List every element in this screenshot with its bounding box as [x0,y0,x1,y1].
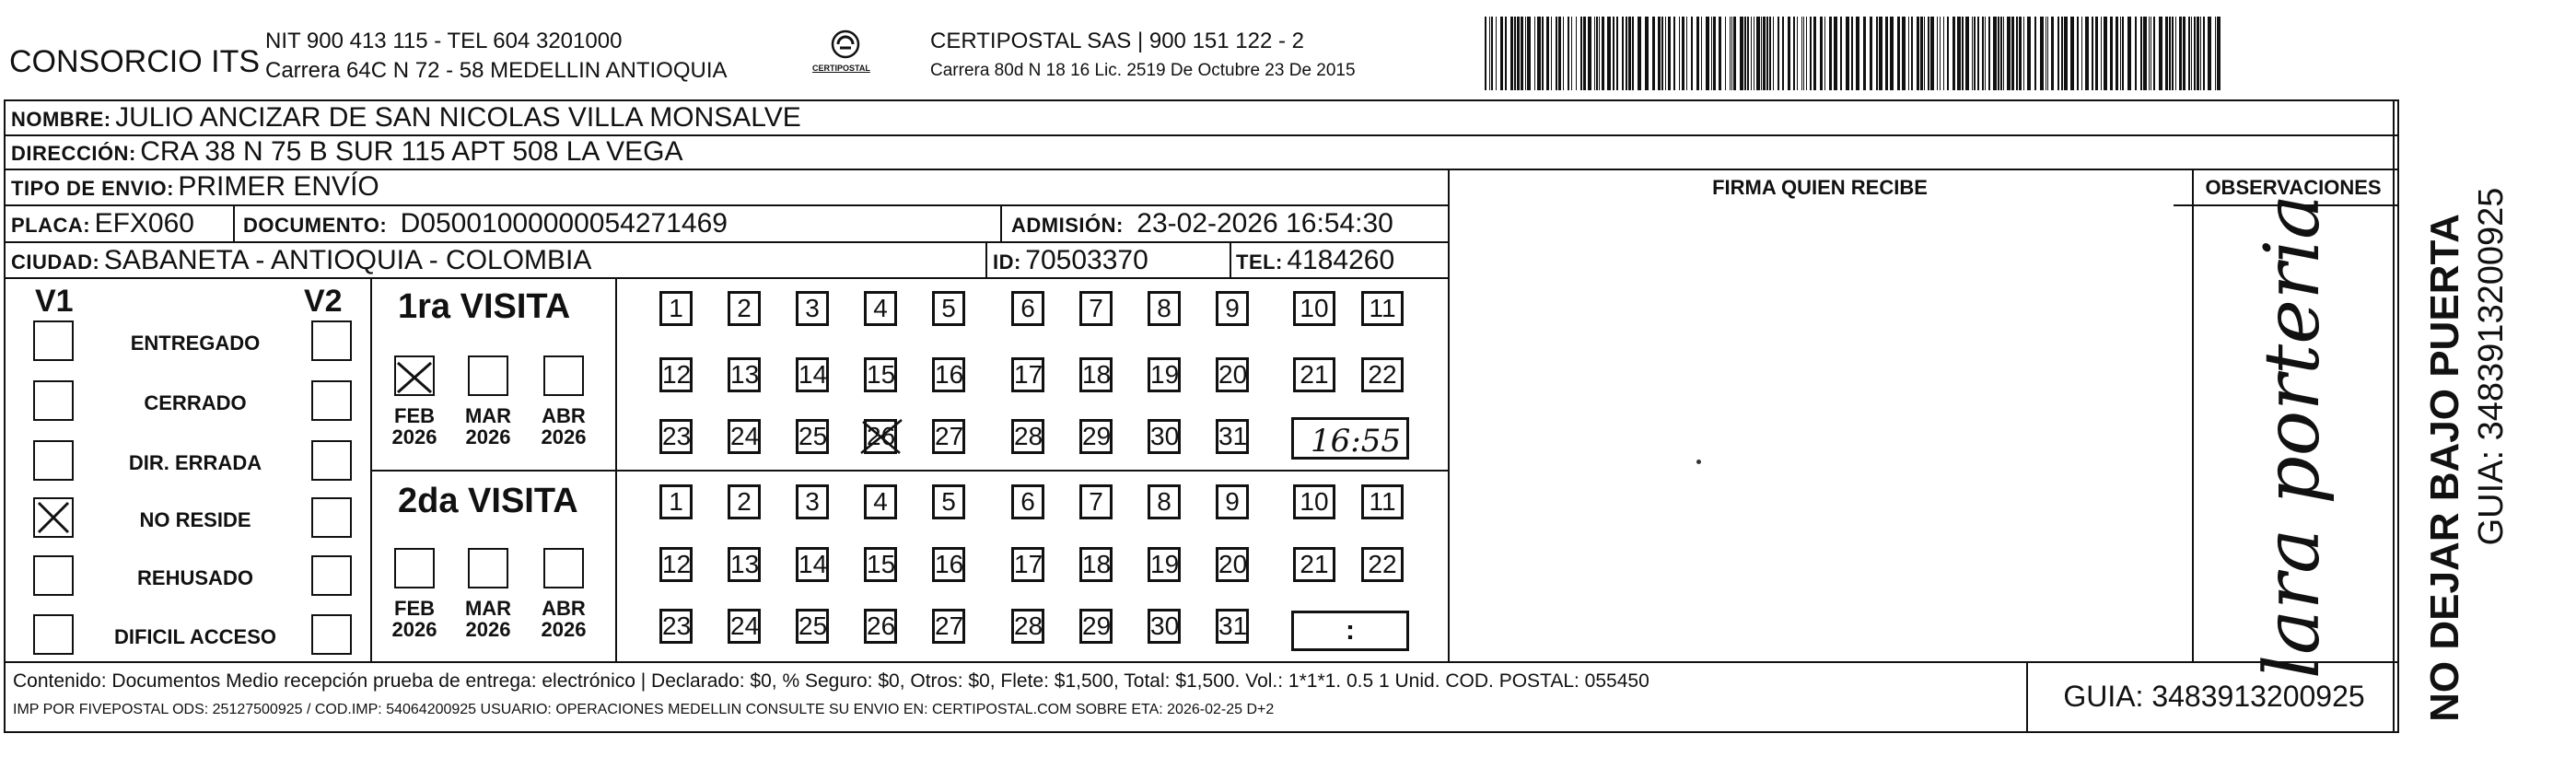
admision-field [1011,210,1393,238]
day-number: 16 [935,550,964,578]
day-number: 12 [662,550,692,578]
second-visit-day-20[interactable] [1216,547,1249,582]
v2-checkbox-2[interactable] [311,440,352,481]
observaciones-area [2194,193,2393,680]
signature-area [1450,206,2192,661]
first-visit-day-13[interactable] [728,357,761,392]
day-number: 26 [867,422,896,450]
day-number: 12 [662,360,692,389]
day-number: 3 [805,294,820,322]
second-visit-day-18[interactable] [1079,547,1113,582]
v1-checkbox-1[interactable] [33,380,74,421]
month-year: 2026 [541,618,587,642]
second-visit-day-21[interactable] [1293,547,1335,582]
second-visit-time-placeholder: : [1346,615,1355,646]
first-visit-day-8[interactable] [1148,291,1181,326]
day-number: 25 [798,611,828,640]
first-visit-day-1[interactable] [659,291,693,326]
day-number: 2 [737,487,752,516]
month-name: ABR [542,597,586,620]
v1-checkbox-3[interactable] [33,497,74,538]
day-number: 31 [1218,422,1248,450]
second-visit-day-1[interactable] [659,484,693,519]
footer-line2: IMP POR FIVEPOSTAL ODS: 25127500925 / COD.IMP: 54064200925 USUARIO: OPERACIONES MEDELLIN CONSULTE SU ENVIO EN: CERTIPOSTAL.COM SOBRE ETA: 2026-02-25 D+2 [13,702,1275,717]
second-visit-day-30[interactable] [1148,609,1181,644]
day-number: 17 [1014,550,1043,578]
certipostal-logo-icon [809,28,882,83]
first-visit-month-label [531,405,596,448]
first-visit-time-box[interactable] [1291,417,1409,460]
day-number: 9 [1225,294,1240,322]
second-visit-month-label [531,598,596,640]
second-visit-day-31[interactable] [1216,609,1249,644]
second-visit-day-17[interactable] [1011,547,1044,582]
day-number: 10 [1300,487,1329,516]
nombre-label: NOMBRE: [11,108,111,131]
day-number: 28 [1014,422,1043,450]
first-visit-day-7[interactable] [1079,291,1113,326]
second-visit-day-8[interactable] [1148,484,1181,519]
first-visit-day-22[interactable] [1361,357,1404,392]
day-number: 4 [873,487,888,516]
second-visit-day-12[interactable] [659,547,693,582]
tipo-envio-label: TIPO DE ENVIO: [11,177,174,200]
first-visit-day-23[interactable] [659,419,693,454]
first-visit-day-29[interactable] [1079,419,1113,454]
second-visit-day-25[interactable] [796,609,829,644]
second-visit-day-2[interactable] [728,484,761,519]
admision-value: 23-02-2026 16:54:30 [1136,208,1393,239]
first-visit-day-11[interactable] [1361,291,1404,326]
first-visit-day-3[interactable] [796,291,829,326]
day-number: 10 [1300,294,1329,322]
nit-line: NIT 900 413 115 - TEL 604 3201000 [265,29,623,53]
day-number: 14 [798,550,828,578]
first-visit-day-16[interactable] [932,357,965,392]
second-visit-day-10[interactable] [1293,484,1335,519]
certipostal-line2: Carrera 80d N 18 16 Lic. 2519 De Octubre 23 De 2015 [930,61,1356,80]
day-number: 28 [1014,611,1043,640]
company-address: Carrera 64C N 72 - 58 MEDELLIN ANTIOQUIA [265,58,728,83]
second-visit-day-29[interactable] [1079,609,1113,644]
second-visit-title: 2da VISITA [398,482,578,520]
first-visit-month-checkbox-abr[interactable] [543,355,584,396]
firma-label: FIRMA QUIEN RECIBE [1712,176,1928,199]
first-visit-day-14[interactable] [796,357,829,392]
second-visit-day-22[interactable] [1361,547,1404,582]
day-number: 17 [1014,360,1043,389]
id-value: 70503370 [1025,245,1148,275]
month-name: FEB [394,597,435,620]
documento-label: DOCUMENTO: [243,214,388,237]
first-visit-month-label [382,405,447,448]
placa-row [11,210,194,238]
day-number: 30 [1150,422,1180,450]
first-visit-day-27[interactable] [932,419,965,454]
second-visit-day-19[interactable] [1148,547,1181,582]
first-visit-day-30[interactable] [1148,419,1181,454]
first-visit-day-26[interactable] [864,419,897,454]
first-visit-day-2[interactable] [728,291,761,326]
day-number: 21 [1300,360,1329,389]
second-visit-day-14[interactable] [796,547,829,582]
day-number: 20 [1218,550,1248,578]
day-number: 29 [1082,611,1112,640]
day-number: 15 [867,360,896,389]
second-visit-time-box[interactable] [1291,611,1409,651]
day-number: 21 [1300,550,1329,578]
second-visit-month-checkbox-mar[interactable] [468,548,508,588]
check-x-icon [35,499,72,536]
day-number: 19 [1150,360,1180,389]
second-visit-day-4[interactable] [864,484,897,519]
first-visit-month-checkbox-mar[interactable] [468,355,508,396]
v1-label: V1 [35,284,74,319]
second-visit-day-7[interactable] [1079,484,1113,519]
status-reason-label: CERRADO [144,391,247,414]
month-year: 2026 [391,425,437,449]
status-reason-label: NO RESIDE [139,508,251,531]
first-visit-day-28[interactable] [1011,419,1044,454]
day-number: 29 [1082,422,1112,450]
v2-label: V2 [304,284,343,319]
v1-checkbox-4[interactable] [33,555,74,596]
day-number: 23 [662,422,692,450]
second-visit-day-23[interactable] [659,609,693,644]
day-number: 3 [805,487,820,516]
day-number: 5 [941,487,956,516]
second-visit-month-checkbox-feb[interactable] [394,548,435,588]
day-number: 25 [798,422,828,450]
side-guia: GUIA: 3483913200925 [2472,187,2511,546]
direccion-label: DIRECCIÓN: [11,142,136,165]
day-number: 1 [669,294,683,322]
first-visit-day-19[interactable] [1148,357,1181,392]
month-name: ABR [542,404,586,427]
month-year: 2026 [465,425,511,449]
day-number: 24 [730,422,760,450]
documento-field [243,210,728,238]
day-number: 6 [1020,294,1035,322]
first-visit-time-value: 16:55 [1311,423,1401,460]
v1-checkbox-0[interactable] [33,320,74,361]
side-warning: NO DEJAR BAJO PUERTA [2422,214,2467,722]
month-name: MAR [464,404,512,427]
second-visit-day-16[interactable] [932,547,965,582]
first-visit-day-20[interactable] [1216,357,1249,392]
check-x-icon [396,357,433,394]
v1-checkbox-2[interactable] [33,440,74,481]
v1-checkbox-5[interactable] [33,614,74,655]
day-number: 23 [662,611,692,640]
second-visit-day-9[interactable] [1216,484,1249,519]
direccion-row [11,138,682,166]
day-number: 27 [935,422,964,450]
day-number: 26 [867,611,896,640]
second-visit-day-11[interactable] [1361,484,1404,519]
second-visit-day-13[interactable] [728,547,761,582]
footer-guia: GUIA: 3483913200925 [2063,680,2365,713]
observaciones-label: OBSERVACIONES [2205,176,2382,199]
first-visit-day-12[interactable] [659,357,693,392]
day-number: 13 [730,360,760,389]
day-number: 16 [935,360,964,389]
day-number: 9 [1225,487,1240,516]
second-visit-day-24[interactable] [728,609,761,644]
side-text [2399,99,2574,733]
status-reason-label: ENTREGADO [130,332,261,355]
footer-line1: Contenido: Documentos Medio recepción prueba de entrega: electrónico | Declarado: $0, % Seguro: $0, Otros: $0, Flete: $1,500, Total: $1,500. Vol.: 1*1*1. 0.5 1 Unid. COD. POSTAL: 055450 [13,670,1649,692]
second-visit-day-3[interactable] [796,484,829,519]
first-visit-day-18[interactable] [1079,357,1113,392]
day-number: 6 [1020,487,1035,516]
first-visit-day-10[interactable] [1293,291,1335,326]
first-visit-day-4[interactable] [864,291,897,326]
v2-checkbox-5[interactable] [311,614,352,655]
first-visit-day-24[interactable] [728,419,761,454]
first-visit-day-21[interactable] [1293,357,1335,392]
observaciones-handwriting: lara porteria [2249,193,2337,680]
day-number: 13 [730,550,760,578]
ciudad-value: SABANETA - ANTIOQUIA - COLOMBIA [103,245,592,275]
day-number: 30 [1150,611,1180,640]
month-name: FEB [394,404,435,427]
status-reason-label: DIFICIL ACCESO [113,625,276,648]
ciudad-row [11,247,591,274]
first-visit-day-9[interactable] [1216,291,1249,326]
tipo-envio-row [11,173,379,201]
cross-mark-icon [859,416,903,457]
day-number: 2 [737,294,752,322]
first-visit-day-17[interactable] [1011,357,1044,392]
second-visit-month-checkbox-abr[interactable] [543,548,584,588]
first-visit-title: 1ra VISITA [398,287,571,326]
day-number: 8 [1157,487,1171,516]
second-visit-month-label [382,598,447,640]
day-number: 18 [1082,360,1112,389]
day-number: 11 [1369,487,1396,516]
id-label: ID: [993,250,1021,274]
status-reason-label: DIR. ERRADA [128,451,262,474]
second-visit-day-15[interactable] [864,547,897,582]
ciudad-label: CIUDAD: [11,250,100,274]
v2-checkbox-1[interactable] [311,380,352,421]
day-number: 22 [1368,360,1397,389]
first-visit-day-31[interactable] [1216,419,1249,454]
day-number: 20 [1218,360,1248,389]
tel-label: TEL: [1236,250,1283,274]
second-visit-month-label [456,598,520,640]
month-year: 2026 [391,618,437,642]
day-number: 18 [1082,550,1112,578]
first-visit-day-15[interactable] [864,357,897,392]
day-number: 14 [798,360,828,389]
nombre-row [11,104,801,132]
day-number: 19 [1150,550,1180,578]
day-number: 8 [1157,294,1171,322]
day-number: 4 [873,294,888,322]
day-number: 5 [941,294,956,322]
v2-checkbox-3[interactable] [311,497,352,538]
barcode [1485,17,2221,90]
first-visit-day-5[interactable] [932,291,965,326]
first-visit-month-label [456,405,520,448]
first-visit-month-checkbox-feb[interactable] [394,355,435,396]
status-reason-label: REHUSADO [137,566,253,589]
tel-field [1236,247,1394,274]
second-visit-day-28[interactable] [1011,609,1044,644]
direccion-value: CRA 38 N 75 B SUR 115 APT 508 LA VEGA [140,136,683,167]
first-visit-day-25[interactable] [796,419,829,454]
logo-text: CERTIPOSTAL [812,64,870,73]
nombre-value: JULIO ANCIZAR DE SAN NICOLAS VILLA MONSALVE [115,102,801,133]
day-number: 24 [730,611,760,640]
first-visit-day-6[interactable] [1011,291,1044,326]
tipo-envio-value: PRIMER ENVÍO [178,171,379,202]
day-number: 7 [1089,487,1103,516]
month-year: 2026 [541,425,587,449]
day-number: 22 [1368,550,1397,578]
day-number: 27 [935,611,964,640]
month-name: MAR [464,597,512,620]
placa-value: EFX060 [94,208,194,239]
documento-value: D05001000000054271469 [400,208,728,239]
placa-label: PLACA: [11,214,91,237]
company-name: CONSORCIO ITS [9,44,261,79]
v2-checkbox-0[interactable] [311,320,352,361]
v2-checkbox-4[interactable] [311,555,352,596]
day-number: 11 [1369,294,1396,322]
day-number: 7 [1089,294,1103,322]
second-visit-day-27[interactable] [932,609,965,644]
month-year: 2026 [465,618,511,642]
day-number: 31 [1218,611,1248,640]
certipostal-line1: CERTIPOSTAL SAS | 900 151 122 - 2 [930,29,1304,53]
second-visit-day-26[interactable] [864,609,897,644]
second-visit-day-5[interactable] [932,484,965,519]
second-visit-day-6[interactable] [1011,484,1044,519]
day-number: 1 [669,487,683,516]
id-field [993,247,1148,274]
day-number: 15 [867,550,896,578]
tel-value: 4184260 [1287,245,1395,275]
admision-label: ADMISIÓN: [1011,214,1124,237]
